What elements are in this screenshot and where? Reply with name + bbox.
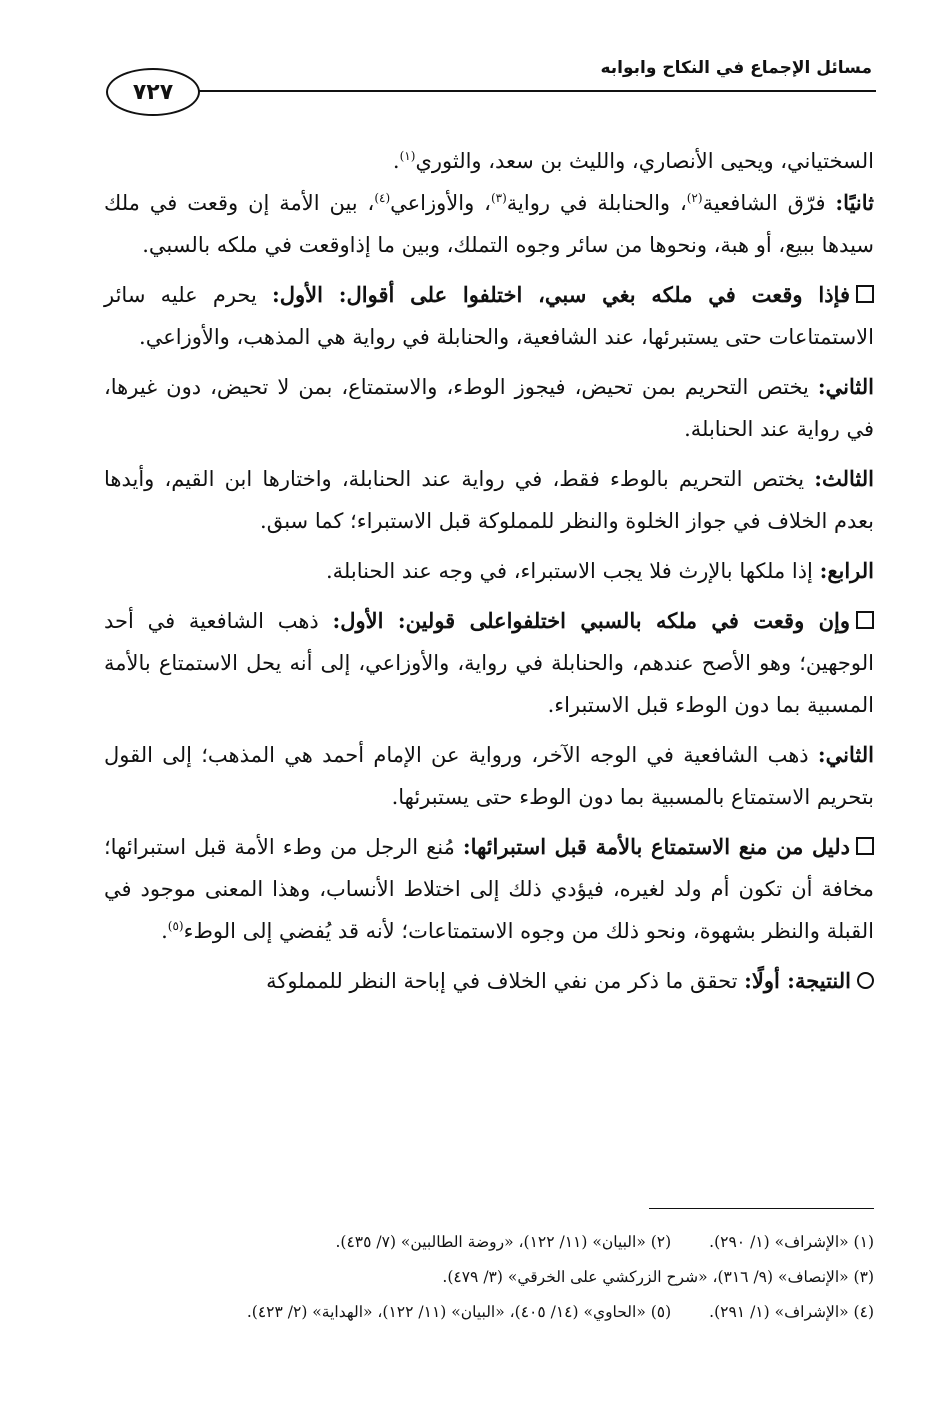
running-header-title: مسائل الإجماع في النكاح وابوابه [600,58,872,78]
text-run: يحرم عليه سائر الاستمتاعات حتى يستبرئها، عند الشافعية، والحنابلة في رواية هي المذهب، والأوزاعي. [104,283,874,349]
text-run: يختص التحريم بمن تحيض، فيجوز الوطء، والاستمتاع، بمن لا تحيض، دون غيرها، في رواية عند الحنابلة. [104,375,874,441]
paragraph [104,274,874,358]
bold-heading: الرابع: [819,558,874,583]
text-run: تحقق ما ذكر من نفي الخلاف في إباحة النظر للمملوكة [266,969,745,993]
header-rule [196,90,876,92]
text-run: ، والحنابلة في رواية [506,191,687,215]
paragraph [104,458,874,542]
bold-heading: وإن وقعت في ملكه بالسبي اختلفواعلى قولين: الأول: [332,608,850,633]
paragraph [104,734,874,818]
footnotes [94,1225,874,1330]
paragraph [104,182,874,266]
bold-heading: الثالث: [814,466,874,491]
square-bullet-icon [856,285,874,303]
text-run: فرّق الشافعية [702,191,836,215]
paragraph [104,550,874,592]
square-bullet-icon [856,837,874,855]
footnote-ref[interactable]: (٥) [167,919,184,933]
bold-heading: الثاني: [817,374,874,399]
text-run: يختص التحريم بالوطء فقط، في رواية عند الحنابلة، واختارها ابن القيم، وأيدها بعدم الخلاف في جواز الخلوة والنظر للمملوكة قبل الاستبراء؛ كما سبق. [104,467,874,533]
text-run: ذهب الشافعية في أحد الوجهين؛ وهو الأصح عندهم، والحنابلة في رواية، والأوزاعي، إلى أنه يحل الاستمتاع بالأمة المسبية بما دون الوطء قبل الاستبراء. [104,609,874,717]
text-run: السختياني، ويحيى الأنصاري، والليث بن سعد، والثوري [415,149,874,173]
circle-bullet-icon [857,972,874,989]
bold-heading: دليل من منع الاستمتاع بالأمة قبل استبرائها: [462,834,850,859]
bold-heading: الثاني: [817,742,874,767]
footnote-row [94,1225,874,1260]
text-run: . [161,919,168,943]
square-bullet-icon [856,611,874,629]
paragraph [104,960,874,1002]
paragraph [104,366,874,450]
text-run: إذا ملكها بالإرث فلا يجب الاستبراء، في وجه عند الحنابلة. [325,559,820,583]
bold-heading: فإذا وقعت في ملكه بغي سبي، اختلفوا على أقوال: الأول: [272,282,850,307]
paragraph [104,140,874,182]
text-run: . [392,149,400,173]
page-number: ٧٢٧ [106,68,200,116]
footnote-ref[interactable]: (٣) [490,191,507,205]
footnote-5: (٥) «الحاوي» (١٤/ ٤٠٥)، «البيان» (١١/ ١٢٢)، «الهداية» (٢/ ٤٢٣). [246,1303,672,1321]
footnote-2: (٢) «البيان» (١١/ ١٢٢)، «روضة الطالبين» (٧/ ٤٣٥). [335,1233,672,1251]
bold-heading: ثانيًا: [835,190,874,215]
footnote-ref[interactable]: (١) [399,149,416,163]
main-text [104,140,874,1002]
footnote-row [94,1260,874,1295]
footnote-ref[interactable]: (٢) [686,191,703,205]
footnote-1: (١) «الإشراف» (١/ ٢٩٠). [709,1233,874,1251]
bold-heading: النتيجة: أولًا: [744,968,851,993]
footnote-4: (٤) «الإشراف» (١/ ٢٩١). [709,1303,874,1321]
running-header [96,52,876,105]
text-run: مُنع الرجل من وطء الأمة قبل استبرائها؛ مخافة أن تكون أم ولد لغيره، فيؤدي ذلك إلى اختلاط الأنساب، وهذا المعنى موجود في القبلة والنظر بشهوة، ونحو ذلك من وجوه الاستمتاعات؛ لأنه قد يُفضي إلى الوطء [104,835,874,943]
text-run: ذهب الشافعية في الوجه الآخر، ورواية عن الإمام أحمد هي المذهب؛ إلى القول بتحريم الاستمتاع بالمسبية بما دون الوطء حتى يستبرئها. [104,743,874,809]
paragraph [104,826,874,952]
text-run: ، بين الأمة إن وقعت في ملك سيدها ببيع، أو هبة، ونحوها من سائر وجوه التملك، وبين ما إذاوقعت في ملكه بالسبي. [104,191,874,257]
footnote-separator [649,1208,874,1209]
footnote-row [94,1295,874,1330]
paragraph [104,600,874,726]
footnote-3: (٣) «الإنصاف» (٩/ ٣١٦)، «شرح الزركشي على الخرقي» (٣/ ٤٧٩). [442,1268,874,1286]
text-run: ، والأوزاعي [390,191,491,215]
footnote-ref[interactable]: (٤) [374,191,391,205]
